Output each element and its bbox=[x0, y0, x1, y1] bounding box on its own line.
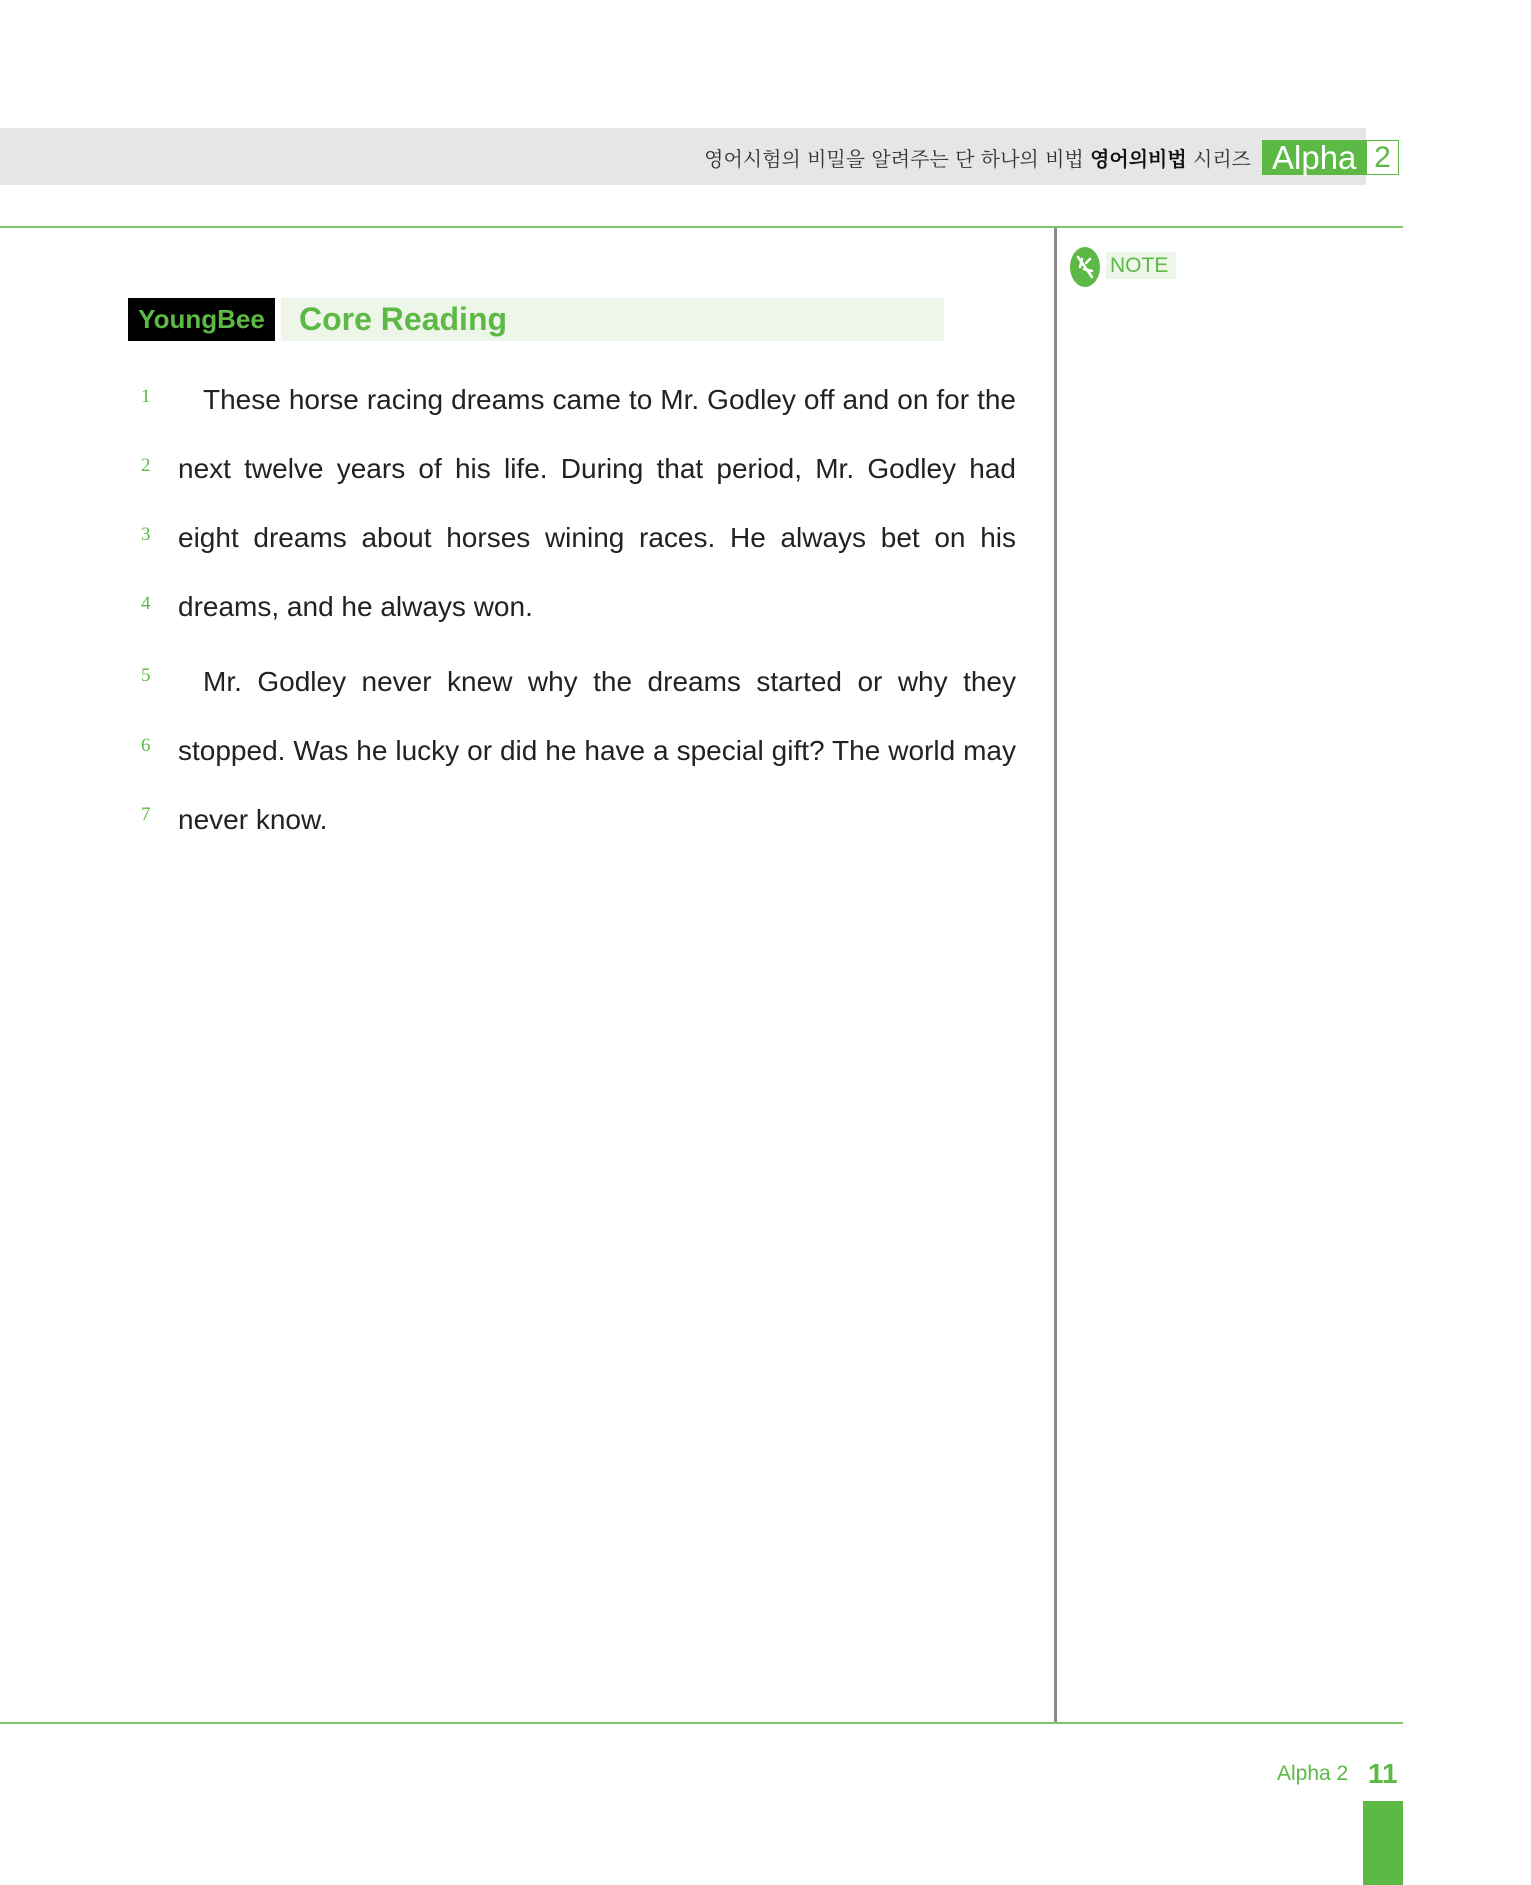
line-number: 7 bbox=[141, 804, 151, 825]
series-title bbox=[704, 143, 1251, 172]
bee-icon bbox=[1070, 247, 1100, 287]
line-number: 1 bbox=[141, 386, 151, 407]
bottom-divider bbox=[0, 1722, 1403, 1724]
section-title: Core Reading bbox=[299, 301, 508, 337]
series-suffix: 시리즈 bbox=[1186, 147, 1251, 171]
passage-line: next twelve years of his life. During that period, Mr. Godley had bbox=[178, 453, 1016, 484]
note-label: NOTE bbox=[1106, 252, 1176, 279]
line-number: 5 bbox=[141, 665, 151, 686]
top-divider bbox=[0, 226, 1403, 228]
line-number: 6 bbox=[141, 735, 151, 756]
book-level-badge: 2 bbox=[1366, 140, 1399, 175]
passage-line: dreams, and he always won. bbox=[178, 591, 533, 622]
brand-label: YoungBee bbox=[128, 298, 275, 341]
passage-line: never know. bbox=[178, 804, 328, 835]
line-number: 4 bbox=[141, 593, 151, 614]
footer-accent-bar bbox=[1363, 1801, 1403, 1885]
passage-line: eight dreams about horses wining races. He always bet on his bbox=[178, 522, 1016, 553]
book-name-badge: Alpha bbox=[1262, 140, 1366, 175]
line-number: 2 bbox=[141, 455, 151, 476]
footer-book-label: Alpha 2 bbox=[1277, 1762, 1349, 1785]
page-number: 11 bbox=[1368, 1758, 1398, 1789]
line-number: 3 bbox=[141, 524, 151, 545]
passage-line: Mr. Godley never knew why the dreams started or why they bbox=[203, 666, 1016, 697]
series-brand: 영어의비법 bbox=[1090, 147, 1187, 171]
passage-line: stopped. Was he lucky or did he have a special gift? The world may bbox=[178, 735, 1016, 766]
series-prefix: 영어시험의 비밀을 알려주는 단 하나의 비법 bbox=[704, 147, 1091, 171]
passage-line: These horse racing dreams came to Mr. Godley off and on for the bbox=[203, 384, 1016, 415]
column-divider bbox=[1054, 228, 1057, 1722]
